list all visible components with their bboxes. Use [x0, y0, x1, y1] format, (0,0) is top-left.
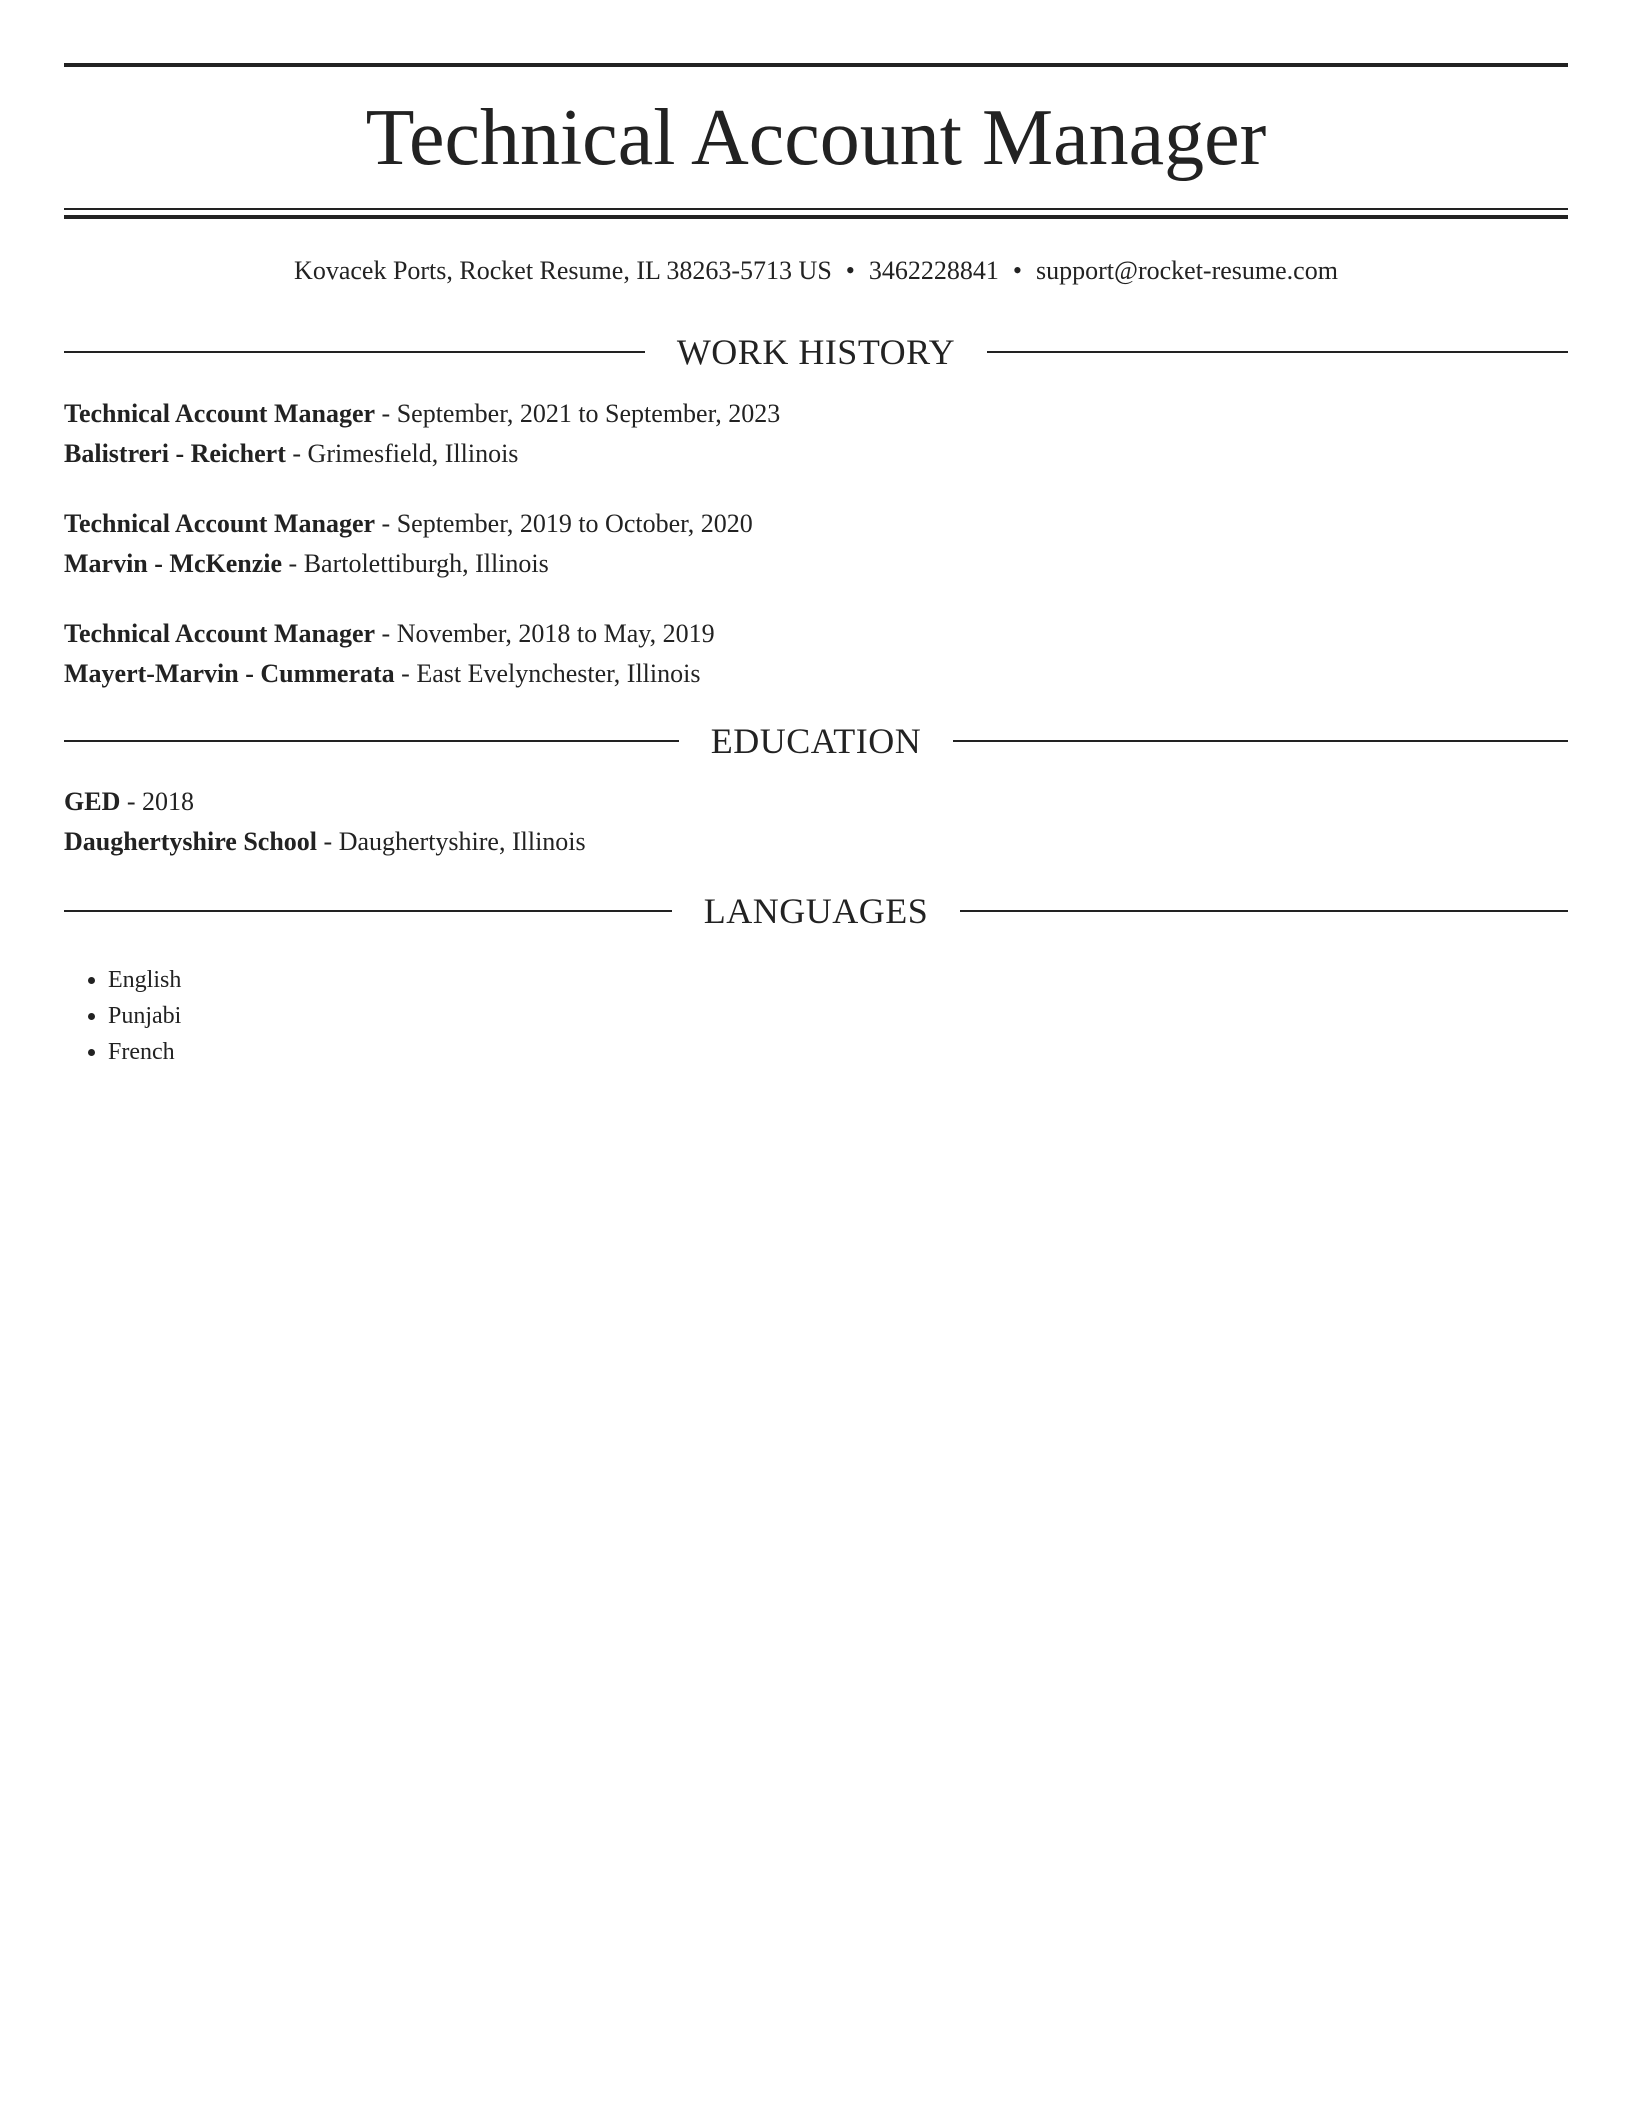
work-dates: - September, 2019 to October, 2020	[381, 509, 753, 538]
work-entry	[64, 504, 1568, 584]
section-languages	[64, 886, 1568, 936]
work-company: Balistreri - Reichert	[64, 439, 286, 468]
contact-phone: 3462228841	[868, 256, 999, 285]
work-entry-company-line	[64, 654, 1568, 694]
education-entry	[64, 782, 1568, 862]
education-school-line	[64, 822, 1568, 862]
section-title: LANGUAGES	[703, 891, 929, 931]
work-role: Technical Account Manager	[64, 399, 376, 428]
work-company: Mayert-Marvin - Cummerata	[64, 659, 395, 688]
work-entry-company-line	[64, 434, 1568, 474]
work-location: - East Evelynchester, Illinois	[401, 659, 701, 688]
work-location: - Grimesfield, Illinois	[292, 439, 519, 468]
work-entry	[64, 614, 1568, 694]
work-role: Technical Account Manager	[64, 509, 376, 538]
work-dates: - September, 2021 to September, 2023	[381, 399, 781, 428]
title-rule-thin	[64, 208, 1568, 210]
languages-list	[64, 962, 181, 1070]
section-rule-left	[64, 910, 672, 912]
education-year: - 2018	[126, 787, 195, 816]
contact-separator: •	[845, 256, 855, 285]
language-item: • Punjabi	[108, 998, 181, 1034]
section-title: WORK HISTORY	[676, 332, 956, 372]
work-entry-company-line	[64, 544, 1568, 584]
section-rule-right	[960, 910, 1568, 912]
contact-email: support@rocket-resume.com	[1036, 256, 1338, 285]
section-education	[64, 716, 1568, 766]
contact-separator: •	[1012, 256, 1023, 285]
section-work-history	[64, 327, 1568, 377]
section-rule-left	[64, 740, 679, 742]
section-rule-right	[953, 740, 1568, 742]
work-entry-role-line	[64, 614, 1568, 654]
education-school: Daughertyshire School	[64, 827, 318, 856]
education-location: - Daughertyshire, Illinois	[323, 827, 586, 856]
education-degree: GED	[64, 787, 121, 816]
work-company: Marvin - McKenzie	[64, 549, 283, 578]
work-location: - Bartolettiburgh, Illinois	[288, 549, 549, 578]
section-rule-right	[987, 351, 1568, 353]
contact-line	[64, 251, 1568, 291]
title-rule-thick	[64, 215, 1568, 219]
work-entry	[64, 394, 1568, 474]
contact-address: Kovacek Ports, Rocket Resume, IL 38263-5713 US	[294, 256, 832, 285]
work-entry-role-line	[64, 394, 1568, 434]
work-dates: - November, 2018 to May, 2019	[381, 619, 715, 648]
language-item: • English	[108, 962, 181, 998]
section-rule-left	[64, 351, 645, 353]
education-degree-line	[64, 782, 1568, 822]
work-role: Technical Account Manager	[64, 619, 376, 648]
work-entry-role-line	[64, 504, 1568, 544]
section-title: EDUCATION	[710, 721, 922, 761]
resume-title: Technical Account Manager	[365, 94, 1267, 182]
language-item: • French	[108, 1034, 181, 1070]
top-rule	[64, 63, 1568, 67]
